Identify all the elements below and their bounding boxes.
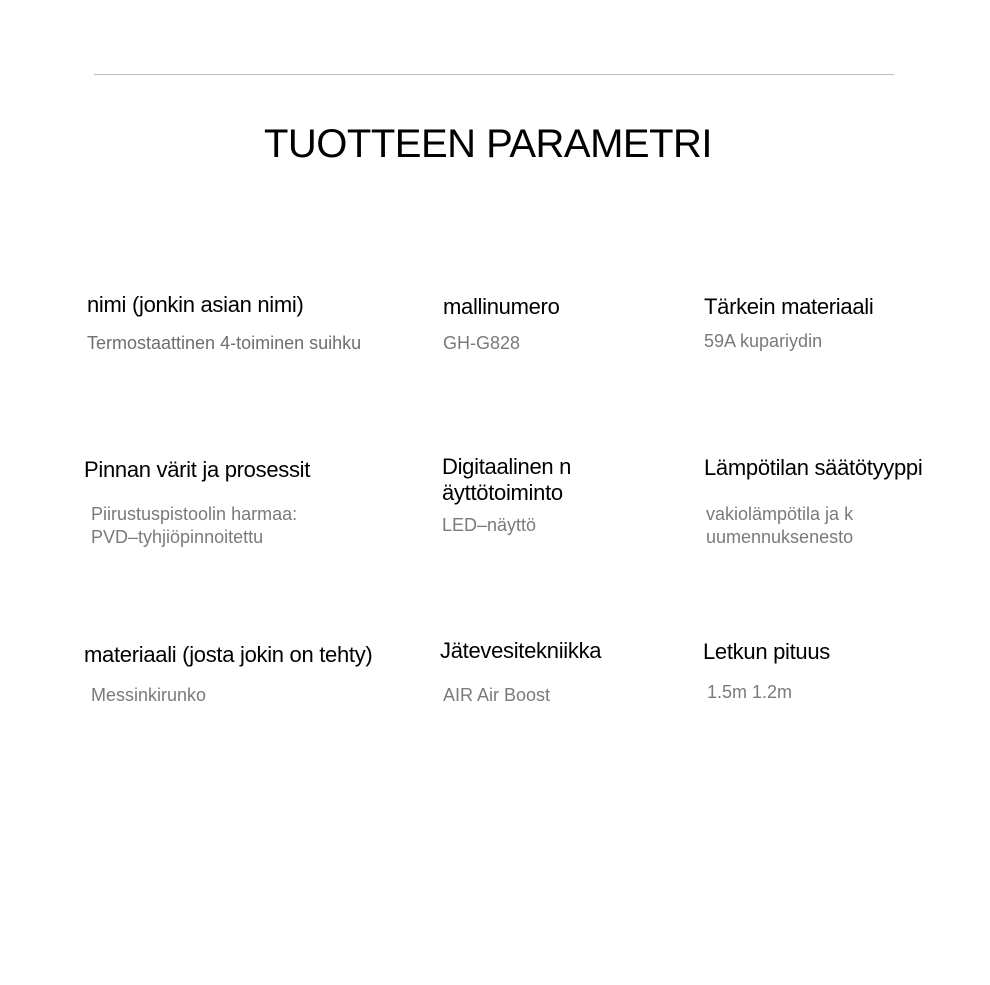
param-value-line: Piirustuspistoolin harmaa: bbox=[91, 504, 298, 524]
param-label: nimi (jonkin asian nimi) bbox=[87, 292, 304, 317]
param-digital-display bbox=[442, 454, 571, 537]
page-title: TUOTTEEN PARAMETRI bbox=[263, 122, 713, 166]
param-water-technology bbox=[440, 638, 601, 707]
param-main-material bbox=[704, 294, 873, 353]
param-label: Tärkein materiaali bbox=[704, 294, 874, 319]
param-label-line: äyttötoiminto bbox=[442, 480, 563, 505]
param-surface-finish bbox=[84, 457, 310, 549]
param-value: Messinkirunko bbox=[91, 685, 207, 705]
param-label: Letkun pituus bbox=[703, 639, 830, 664]
param-body-material bbox=[84, 642, 372, 707]
param-value: 59A kupariydin bbox=[704, 331, 823, 351]
param-temperature-control bbox=[704, 455, 922, 549]
param-value: AIR Air Boost bbox=[443, 685, 551, 705]
param-label: materiaali (josta jokin on tehty) bbox=[84, 642, 373, 667]
param-label: Lämpötilan säätötyyppi bbox=[704, 455, 923, 480]
param-value-line: uumennuksenesto bbox=[706, 527, 854, 547]
param-label: mallinumero bbox=[443, 294, 560, 319]
param-label: Jätevesitekniikka bbox=[440, 638, 602, 663]
param-value bbox=[91, 503, 310, 549]
param-model-number bbox=[443, 294, 560, 355]
param-label-line: Digitaalinen n bbox=[442, 454, 572, 479]
param-value-line: vakiolämpötila ja k bbox=[706, 504, 854, 524]
param-value: Termostaattinen 4-toiminen suihku bbox=[87, 333, 362, 353]
param-value: GH-G828 bbox=[443, 333, 521, 353]
param-value: LED–näyttö bbox=[442, 515, 537, 535]
param-value-line: PVD–tyhjiöpinnoitettu bbox=[91, 527, 264, 547]
param-label bbox=[442, 454, 571, 506]
param-value bbox=[706, 503, 922, 549]
param-label: Pinnan värit ja prosessit bbox=[84, 457, 311, 482]
param-name bbox=[87, 292, 361, 355]
param-value: 1.5m 1.2m bbox=[707, 682, 793, 702]
top-divider bbox=[94, 74, 894, 75]
param-hose-length bbox=[703, 639, 830, 704]
